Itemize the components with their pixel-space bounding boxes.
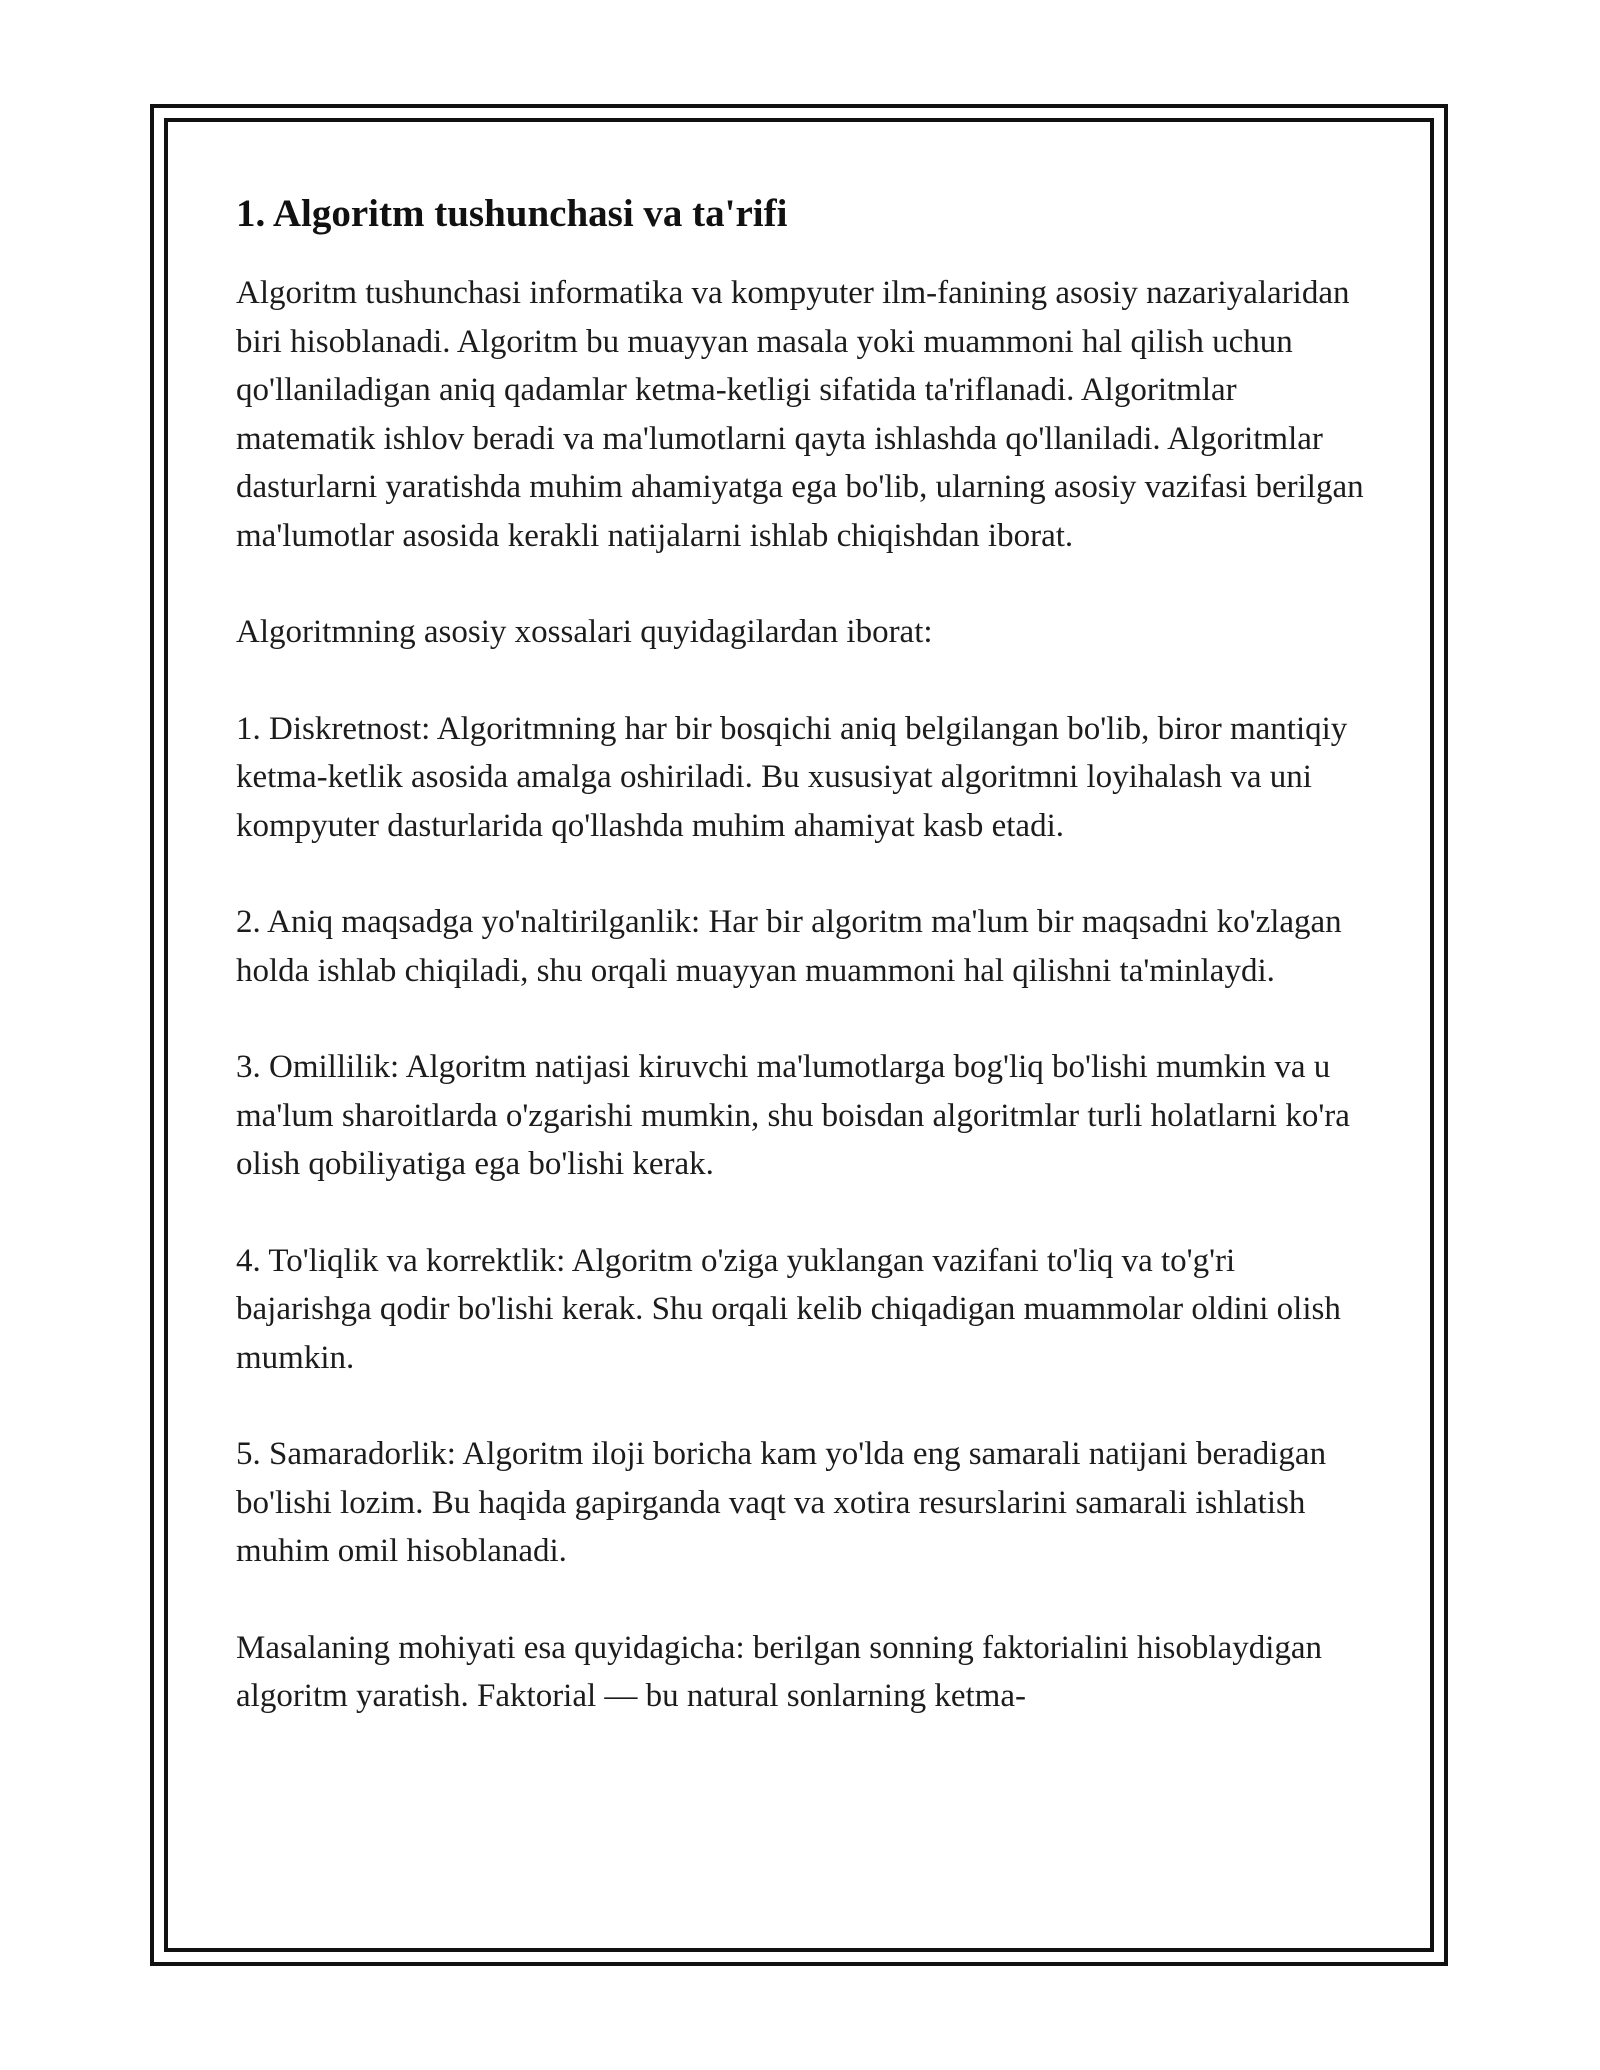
property-omillilik: 3. Omillilik: Algoritm natijasi kiruvchi ma'lumotlarga bog'liq bo'lishi mumkin va u ma'lum sharoitlarda o'zgarishi mumkin, shu boisdan algoritmlar turli holatlarni ko'ra olish qobiliyatiga ega bo'lishi kerak. (236, 1049, 1350, 1182)
property-samaradorlik: 5. Samaradorlik: Algoritm iloji boricha kam yo'lda eng samarali natijani beradigan bo'lishi lozim. Bu haqida gapirganda vaqt va xotira resurslarini samarali ishlatish muhim omil hisoblanadi. (236, 1436, 1327, 1569)
problem-paragraph: Masalaning mohiyati esa quyidagicha: berilgan sonning faktorialini hisoblaydigan algoritm yaratish. Faktorial — bu natural sonlarning ketma- (236, 1629, 1323, 1714)
section-heading: 1. Algoritm tushunchasi va ta'rifi (236, 192, 788, 235)
properties-intro: Algoritmning asosiy xossalari quyidagilardan iborat: (236, 614, 933, 650)
intro-paragraph: Algoritm tushunchasi informatika va kompyuter ilm-fanining asosiy nazariyalaridan biri hisoblanadi. Algoritm bu muayyan masala yoki muammoni hal qilish uchun qo'llaniladigan aniq qadamlar ketma-ketligi sifatida ta'riflanadi. Algoritmlar matematik ishlov beradi va ma'lumotlarni qayta ishlashda qo'llaniladi. Algoritmlar dasturlarni yaratishda muhim ahamiyatga ega bo'lib, ularning asosiy vazifasi berilgan ma'lumotlar asosida kerakli natijalarni ishlab chiqishdan iborat. (236, 275, 1364, 554)
property-toliqlik: 4. To'liqlik va korrektlik: Algoritm o'ziga yuklangan vazifani to'liq va to'g'ri bajarishga qodir bo'lishi kerak. Shu orqali kelib chiqadigan muammolar oldini olish mumkin. (236, 1242, 1341, 1376)
property-aniq-maqsad: 2. Aniq maqsadga yo'naltirilganlik: Har bir algoritm ma'lum bir maqsadni ko'zlagan holda ishlab chiqiladi, shu orqali muayyan muammoni hal qilishni ta'minlaydi. (236, 904, 1342, 989)
property-diskretnost: 1. Diskretnost: Algoritmning har bir bosqichi aniq belgilangan bo'lib, biror mantiqiy ketma-ketlik asosida amalga oshiriladi. Bu xususiyat algoritmni loyihalash va uni kompyuter dasturlarida qo'llashda muhim ahamiyat kasb etadi. (236, 710, 1348, 844)
document-body (236, 185, 1366, 1769)
